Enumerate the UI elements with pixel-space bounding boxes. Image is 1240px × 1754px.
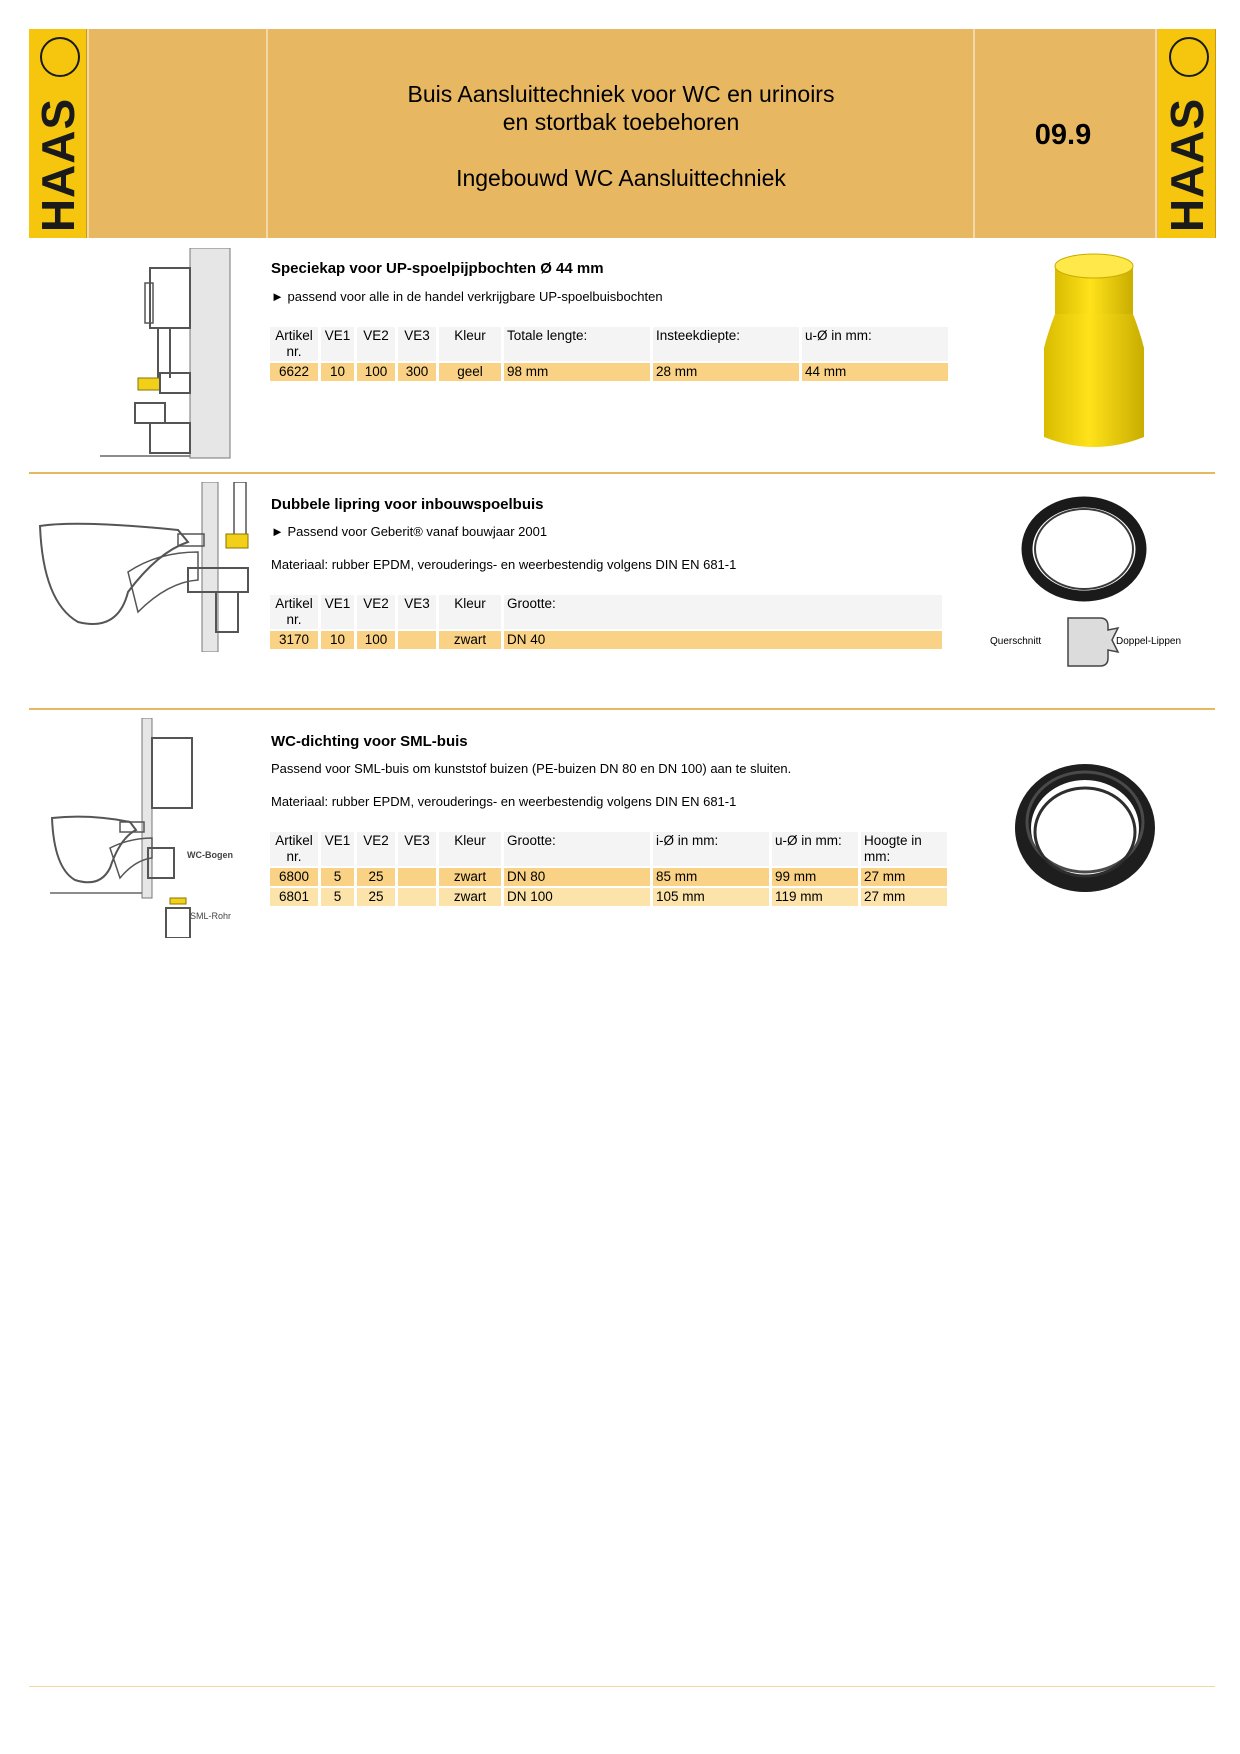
table-row (270, 868, 947, 886)
cell: 27 mm (861, 888, 947, 906)
cell: 100 (357, 363, 395, 381)
col-header: VE2 (357, 595, 395, 629)
col-header: Grootte: (504, 595, 942, 629)
cell: 25 (357, 868, 395, 886)
cell: 6801 (270, 888, 318, 906)
col-header: Artikel nr. (270, 327, 318, 361)
cell (398, 631, 436, 649)
col-header: VE3 (398, 327, 436, 361)
cell: zwart (439, 631, 501, 649)
lip-ring-photo (1020, 494, 1148, 604)
header-title-line1: Buis Aansluittechniek voor WC en urinoirs (407, 81, 835, 107)
cell: 300 (398, 363, 436, 381)
cell: 6622 (270, 363, 318, 381)
cell: 10 (321, 363, 354, 381)
section3-description: Passend voor SML-buis om kunststof buizen (PE-buizen DN 80 en DN 100) aan te sluiten. (271, 761, 792, 776)
logo-brand-text: HAAS (31, 97, 84, 233)
section1-description: ► passend voor alle in de handel verkrijgbare UP-spoelbuisbochten (271, 289, 663, 304)
cell: 100 (357, 631, 395, 649)
doppel-lippen-label: Doppel-Lippen (1116, 636, 1182, 647)
header-title-line2: en stortbak toebehoren (502, 109, 740, 135)
col-header: u-Ø in mm: (772, 832, 858, 866)
cell: zwart (439, 868, 501, 886)
logo-emblem-icon (40, 37, 80, 77)
section1-spec-table (267, 325, 951, 383)
table-header-row (270, 832, 947, 866)
cell: 27 mm (861, 868, 947, 886)
section2-title: Dubbele lipring voor inbouwspoelbuis (271, 496, 544, 513)
logo-brand-text: HAAS (1160, 97, 1213, 233)
haas-logo-left (29, 29, 87, 238)
cell: geel (439, 363, 501, 381)
section3-title: WC-dichting voor SML-buis (271, 733, 468, 750)
col-header: Grootte: (504, 832, 650, 866)
table-header-row (270, 327, 948, 361)
cell: 98 mm (504, 363, 650, 381)
col-header: Kleur (439, 327, 501, 361)
cell: 5 (321, 888, 354, 906)
cell: 10 (321, 631, 354, 649)
cell: 105 mm (653, 888, 769, 906)
cell: DN 80 (504, 868, 650, 886)
page-number: 09.9 (1034, 119, 1092, 151)
col-header: i-Ø in mm: (653, 832, 769, 866)
section3-material: Materiaal: rubber EPDM, verouderings- en weerbestendig volgens DIN EN 681-1 (271, 794, 737, 809)
cell: 44 mm (802, 363, 948, 381)
haas-logo-right (1158, 29, 1216, 238)
table-row (270, 363, 948, 381)
cell: DN 40 (504, 631, 942, 649)
cell: 85 mm (653, 868, 769, 886)
cell (398, 888, 436, 906)
col-header: VE1 (321, 832, 354, 866)
section2-material: Materiaal: rubber EPDM, verouderings- en weerbestendig volgens DIN EN 681-1 (271, 557, 737, 572)
col-header: Hoogte in mm: (861, 832, 947, 866)
section-divider (29, 708, 1215, 710)
wc-seal-photo (1012, 760, 1158, 896)
cell: 6800 (270, 868, 318, 886)
col-header: Kleur (439, 595, 501, 629)
section-divider (29, 472, 1215, 474)
wc-bogen-label: WC-Bogen (187, 850, 233, 860)
footer-line (29, 1686, 1215, 1687)
col-header: VE1 (321, 595, 354, 629)
toilet-connection-diagram (38, 482, 252, 652)
header-subtitle: Ingebouwd WC Aansluittechniek (456, 165, 786, 191)
col-header: Artikel nr. (270, 832, 318, 866)
cell: 99 mm (772, 868, 858, 886)
cell: 5 (321, 868, 354, 886)
col-header: Insteekdiepte: (653, 327, 799, 361)
table-row (270, 631, 942, 649)
section3-spec-table (267, 830, 950, 908)
col-header: VE3 (398, 832, 436, 866)
cell: 119 mm (772, 888, 858, 906)
section1-title: Speciekap voor UP-spoelpijpbochten Ø 44 mm (271, 260, 604, 277)
logo-emblem-icon (1169, 37, 1209, 77)
cell (398, 868, 436, 886)
sml-rohr-label: SML-Rohr (190, 911, 232, 921)
table-header-row (270, 595, 942, 629)
section2-spec-table (267, 593, 945, 651)
cell: 3170 (270, 631, 318, 649)
col-header: Kleur (439, 832, 501, 866)
col-header: Artikel nr. (270, 595, 318, 629)
wall-installation-diagram (90, 248, 240, 460)
wc-sml-connection-diagram (50, 718, 240, 938)
cell: zwart (439, 888, 501, 906)
cell: 28 mm (653, 363, 799, 381)
querschnitt-label: Querschnitt (990, 636, 1042, 647)
col-header: VE2 (357, 832, 395, 866)
section2-description: ► Passend voor Geberit® vanaf bouwjaar 2001 (271, 524, 548, 539)
cell: DN 100 (504, 888, 650, 906)
yellow-cap-photo (1028, 252, 1160, 454)
col-header: VE3 (398, 595, 436, 629)
col-header: Totale lengte: (504, 327, 650, 361)
page-header (29, 29, 1215, 238)
col-header: VE1 (321, 327, 354, 361)
cell: 25 (357, 888, 395, 906)
col-header: VE2 (357, 327, 395, 361)
col-header: u-Ø in mm: (802, 327, 948, 361)
table-row (270, 888, 947, 906)
